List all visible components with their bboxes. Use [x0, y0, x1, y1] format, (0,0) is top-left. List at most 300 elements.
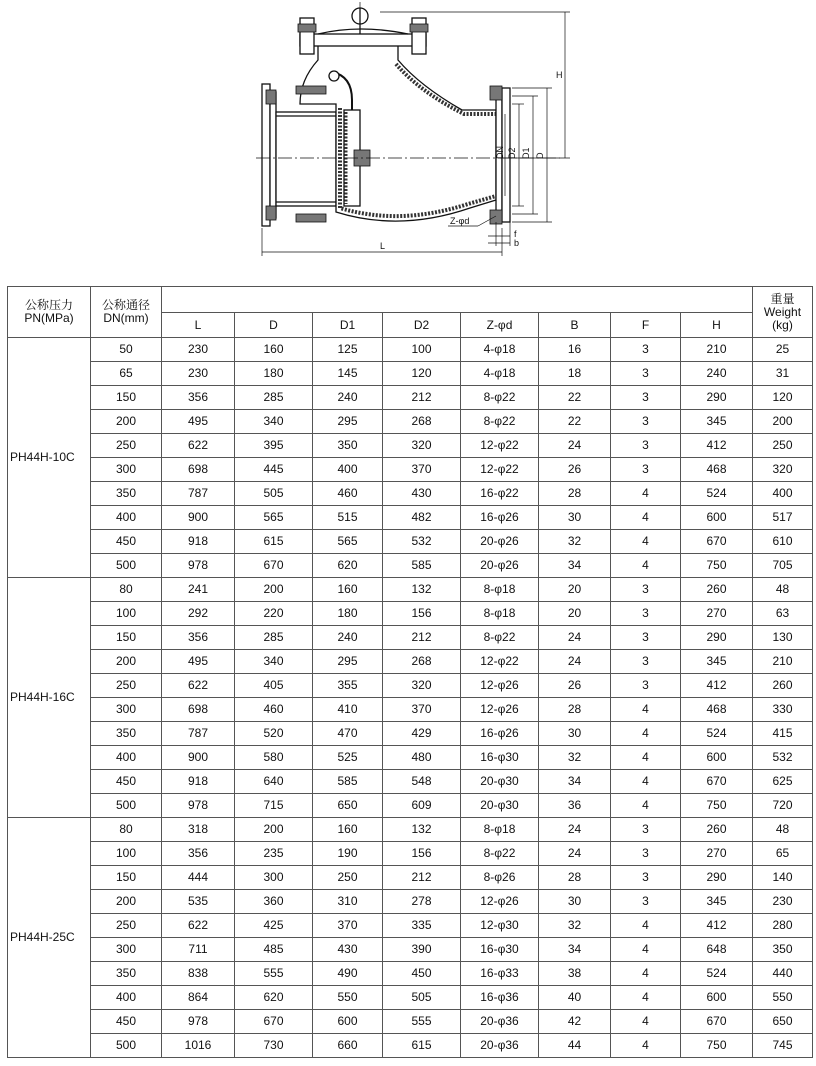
- table-cell: 330: [753, 698, 813, 722]
- table-cell: 978: [162, 794, 235, 818]
- table-cell: 900: [162, 746, 235, 770]
- table-cell: 260: [681, 578, 753, 602]
- table-cell: 500: [91, 554, 162, 578]
- table-cell: 3: [611, 578, 681, 602]
- table-cell: 900: [162, 506, 235, 530]
- table-cell: 609: [383, 794, 461, 818]
- table-cell: 240: [313, 386, 383, 410]
- table-cell: 524: [681, 482, 753, 506]
- table-row: [8, 626, 813, 650]
- table-cell: 345: [681, 650, 753, 674]
- table-cell: 200: [91, 890, 162, 914]
- table-cell: 4: [611, 698, 681, 722]
- table-cell: 625: [753, 770, 813, 794]
- table-cell: 20-φ36: [461, 1010, 539, 1034]
- table-cell: 8-φ22: [461, 386, 539, 410]
- table-cell: 600: [313, 1010, 383, 1034]
- dim-label-b: b: [514, 238, 520, 248]
- table-cell: 698: [162, 458, 235, 482]
- table-cell: 430: [313, 938, 383, 962]
- table-cell: 8-φ22: [461, 410, 539, 434]
- table-row: [8, 578, 813, 602]
- table-cell: 430: [383, 482, 461, 506]
- table-cell: 515: [313, 506, 383, 530]
- table-cell: 241: [162, 578, 235, 602]
- table-cell: 12-φ22: [461, 458, 539, 482]
- table-cell: 20-φ26: [461, 530, 539, 554]
- table-cell: 670: [235, 554, 313, 578]
- table-cell: 350: [91, 962, 162, 986]
- table-cell: 505: [383, 986, 461, 1010]
- table-cell: 705: [753, 554, 813, 578]
- table-row: [8, 554, 813, 578]
- table-cell: 210: [681, 338, 753, 362]
- table-row: [8, 962, 813, 986]
- table-row: [8, 386, 813, 410]
- table-cell: 750: [681, 794, 753, 818]
- table-row: [8, 674, 813, 698]
- table-cell: 34: [539, 770, 611, 794]
- weight-header: [753, 287, 813, 338]
- weight-header-zh: 重量: [770, 291, 795, 306]
- table-cell: 30: [539, 890, 611, 914]
- table-cell: 4: [611, 986, 681, 1010]
- table-cell: 4: [611, 554, 681, 578]
- dn-header-zh: 公称通径: [101, 298, 150, 312]
- table-cell: 468: [681, 698, 753, 722]
- table-cell: 450: [91, 770, 162, 794]
- table-cell: 460: [313, 482, 383, 506]
- table-cell: 270: [681, 602, 753, 626]
- table-row: [8, 482, 813, 506]
- table-cell: 212: [383, 386, 461, 410]
- table-cell: 400: [91, 506, 162, 530]
- table-cell: 4: [611, 914, 681, 938]
- table-cell: 3: [611, 866, 681, 890]
- table-cell: 864: [162, 986, 235, 1010]
- table-cell: 8-φ22: [461, 626, 539, 650]
- table-cell: 4: [611, 746, 681, 770]
- table-cell: 620: [235, 986, 313, 1010]
- table-cell: 500: [91, 1034, 162, 1058]
- table-cell: 80: [91, 818, 162, 842]
- table-cell: 295: [313, 410, 383, 434]
- table-cell: 600: [681, 506, 753, 530]
- dim-label-l: L: [380, 241, 386, 251]
- table-cell: 4: [611, 506, 681, 530]
- table-cell: 26: [539, 674, 611, 698]
- table-cell: 8-φ18: [461, 818, 539, 842]
- table-cell: 670: [681, 530, 753, 554]
- table-cell: 415: [753, 722, 813, 746]
- weight-header-unit: (kg): [772, 317, 793, 332]
- table-cell: 22: [539, 386, 611, 410]
- table-cell: 220: [235, 602, 313, 626]
- table-cell: 4: [611, 794, 681, 818]
- table-cell: 65: [91, 362, 162, 386]
- table-cell: 918: [162, 770, 235, 794]
- table-cell: 150: [91, 386, 162, 410]
- table-cell: 470: [313, 722, 383, 746]
- table-row: [8, 770, 813, 794]
- table-cell: 3: [611, 458, 681, 482]
- table-cell: 405: [235, 674, 313, 698]
- table-cell: 8-φ26: [461, 866, 539, 890]
- table-cell: 517: [753, 506, 813, 530]
- table-cell: 550: [753, 986, 813, 1010]
- table-cell: 16-φ22: [461, 482, 539, 506]
- table-cell: 3: [611, 386, 681, 410]
- table-cell: 32: [539, 914, 611, 938]
- table-cell: 350: [91, 722, 162, 746]
- table-cell: 150: [91, 626, 162, 650]
- table-cell: 450: [91, 530, 162, 554]
- table-cell: 285: [235, 386, 313, 410]
- table-cell: 750: [681, 1034, 753, 1058]
- table-cell: 12-φ22: [461, 650, 539, 674]
- table-cell: 450: [91, 1010, 162, 1034]
- table-cell: 28: [539, 482, 611, 506]
- table-cell: 300: [235, 866, 313, 890]
- table-cell: 4: [611, 770, 681, 794]
- table-row: [8, 794, 813, 818]
- table-cell: 650: [753, 1010, 813, 1034]
- table-cell: 565: [313, 530, 383, 554]
- table-cell: 370: [313, 914, 383, 938]
- table-cell: 670: [235, 1010, 313, 1034]
- table-cell: 370: [383, 698, 461, 722]
- table-cell: 320: [383, 434, 461, 458]
- table-cell: 34: [539, 554, 611, 578]
- table-cell: 3: [611, 602, 681, 626]
- table-cell: 585: [383, 554, 461, 578]
- table-cell: 38: [539, 962, 611, 986]
- table-cell: 650: [313, 794, 383, 818]
- table-cell: 200: [91, 650, 162, 674]
- table-cell: 610: [753, 530, 813, 554]
- table-cell: 20: [539, 602, 611, 626]
- table-row: [8, 458, 813, 482]
- table-cell: 250: [91, 914, 162, 938]
- table-cell: 24: [539, 842, 611, 866]
- table-cell: 4: [611, 1034, 681, 1058]
- table-cell: 268: [383, 650, 461, 674]
- table-cell: 212: [383, 866, 461, 890]
- table-cell: 250: [91, 674, 162, 698]
- table-row: [8, 1010, 813, 1034]
- table-cell: 200: [753, 410, 813, 434]
- column-header: H: [681, 313, 753, 338]
- table-cell: 200: [235, 578, 313, 602]
- table-cell: 18: [539, 362, 611, 386]
- table-cell: 3: [611, 434, 681, 458]
- table-cell: 12-φ26: [461, 698, 539, 722]
- table-cell: 120: [383, 362, 461, 386]
- table-cell: 16-φ36: [461, 986, 539, 1010]
- table-cell: 24: [539, 626, 611, 650]
- table-cell: 480: [383, 746, 461, 770]
- table-cell: 335: [383, 914, 461, 938]
- table-cell: 120: [753, 386, 813, 410]
- table-cell: 31: [753, 362, 813, 386]
- table-cell: 3: [611, 674, 681, 698]
- dn-header: [91, 287, 162, 338]
- table-cell: 250: [313, 866, 383, 890]
- table-cell: 787: [162, 722, 235, 746]
- table-cell: 50: [91, 338, 162, 362]
- pn-header: [8, 287, 91, 338]
- table-cell: 4-φ18: [461, 338, 539, 362]
- table-row: [8, 986, 813, 1010]
- table-cell: 482: [383, 506, 461, 530]
- table-cell: 524: [681, 722, 753, 746]
- table-cell: 670: [681, 1010, 753, 1034]
- table-cell: 48: [753, 818, 813, 842]
- table-cell: 495: [162, 650, 235, 674]
- table-cell: 156: [383, 842, 461, 866]
- table-cell: 65: [753, 842, 813, 866]
- dim-label-h: H: [556, 70, 563, 80]
- table-cell: 4: [611, 722, 681, 746]
- column-header: F: [611, 313, 681, 338]
- table-cell: 200: [235, 818, 313, 842]
- table-cell: 32: [539, 530, 611, 554]
- table-cell: 318: [162, 818, 235, 842]
- table-cell: 670: [681, 770, 753, 794]
- table-row: [8, 842, 813, 866]
- table-cell: 918: [162, 530, 235, 554]
- table-row: [8, 434, 813, 458]
- table-cell: 640: [235, 770, 313, 794]
- dimensions-header-blank: [162, 287, 753, 313]
- table-cell: 160: [313, 818, 383, 842]
- table-cell: 585: [313, 770, 383, 794]
- table-cell: 1016: [162, 1034, 235, 1058]
- table-cell: 16-φ30: [461, 746, 539, 770]
- table-cell: 20-φ30: [461, 794, 539, 818]
- table-cell: 600: [681, 746, 753, 770]
- table-cell: 3: [611, 410, 681, 434]
- table-cell: 16-φ26: [461, 506, 539, 530]
- table-cell: 36: [539, 794, 611, 818]
- table-cell: 28: [539, 698, 611, 722]
- table-cell: 310: [313, 890, 383, 914]
- table-cell: 24: [539, 650, 611, 674]
- table-cell: 250: [753, 434, 813, 458]
- model-cell: PH44H-10C: [8, 338, 91, 578]
- table-cell: 787: [162, 482, 235, 506]
- table-cell: 180: [235, 362, 313, 386]
- table-cell: 145: [313, 362, 383, 386]
- table-cell: 30: [539, 506, 611, 530]
- table-cell: 4: [611, 962, 681, 986]
- table-row: [8, 698, 813, 722]
- table-row: [8, 650, 813, 674]
- table-cell: 400: [753, 482, 813, 506]
- table-cell: 235: [235, 842, 313, 866]
- table-cell: 230: [753, 890, 813, 914]
- table-cell: 16-φ26: [461, 722, 539, 746]
- table-row: [8, 602, 813, 626]
- table-cell: 180: [313, 602, 383, 626]
- table-cell: 210: [753, 650, 813, 674]
- table-cell: 130: [753, 626, 813, 650]
- table-cell: 390: [383, 938, 461, 962]
- table-cell: 4: [611, 938, 681, 962]
- table-cell: 400: [313, 458, 383, 482]
- table-cell: 300: [91, 698, 162, 722]
- weight-header-en: Weight: [763, 304, 802, 319]
- table-cell: 356: [162, 386, 235, 410]
- table-cell: 290: [681, 626, 753, 650]
- table-cell: 125: [313, 338, 383, 362]
- table-cell: 548: [383, 770, 461, 794]
- pn-header-en: PN(MPa): [24, 311, 74, 325]
- table-cell: 100: [91, 602, 162, 626]
- table-cell: 660: [313, 1034, 383, 1058]
- table-cell: 140: [753, 866, 813, 890]
- table-cell: 445: [235, 458, 313, 482]
- table-cell: 615: [235, 530, 313, 554]
- table-cell: 42: [539, 1010, 611, 1034]
- table-cell: 370: [383, 458, 461, 482]
- table-cell: 4: [611, 482, 681, 506]
- table-cell: 290: [681, 866, 753, 890]
- table-cell: 429: [383, 722, 461, 746]
- dim-label-f: f: [514, 229, 517, 239]
- table-cell: 320: [383, 674, 461, 698]
- dim-label-dn: DN: [495, 146, 505, 159]
- table-cell: 250: [91, 434, 162, 458]
- table-cell: 268: [383, 410, 461, 434]
- dim-label-d1: D1: [521, 147, 531, 159]
- dim-label-d2: D2: [507, 147, 517, 159]
- table-cell: 230: [162, 338, 235, 362]
- table-row: [8, 938, 813, 962]
- table-cell: 300: [91, 938, 162, 962]
- table-cell: 648: [681, 938, 753, 962]
- table-cell: 3: [611, 818, 681, 842]
- table-cell: 555: [235, 962, 313, 986]
- table-cell: 745: [753, 1034, 813, 1058]
- table-cell: 532: [753, 746, 813, 770]
- table-cell: 350: [91, 482, 162, 506]
- pn-header-zh: 公称压力: [24, 298, 73, 312]
- table-cell: 711: [162, 938, 235, 962]
- table-cell: 444: [162, 866, 235, 890]
- table-cell: 400: [91, 986, 162, 1010]
- table-cell: 350: [753, 938, 813, 962]
- table-cell: 356: [162, 626, 235, 650]
- table-cell: 24: [539, 434, 611, 458]
- table-cell: 550: [313, 986, 383, 1010]
- table-cell: 750: [681, 554, 753, 578]
- table-cell: 34: [539, 938, 611, 962]
- table-cell: 3: [611, 338, 681, 362]
- table-cell: 838: [162, 962, 235, 986]
- table-cell: 190: [313, 842, 383, 866]
- column-header: D2: [383, 313, 461, 338]
- table-cell: 16-φ30: [461, 938, 539, 962]
- table-row: [8, 722, 813, 746]
- table-cell: 535: [162, 890, 235, 914]
- table-cell: 8-φ22: [461, 842, 539, 866]
- table-cell: 290: [681, 386, 753, 410]
- table-cell: 28: [539, 866, 611, 890]
- column-header: D1: [313, 313, 383, 338]
- model-cell: PH44H-25C: [8, 818, 91, 1058]
- table-cell: 30: [539, 722, 611, 746]
- table-cell: 395: [235, 434, 313, 458]
- table-cell: 270: [681, 842, 753, 866]
- table-cell: 12-φ30: [461, 914, 539, 938]
- table-cell: 16-φ33: [461, 962, 539, 986]
- table-cell: 63: [753, 602, 813, 626]
- table-cell: 320: [753, 458, 813, 482]
- model-cell: PH44H-16C: [8, 578, 91, 818]
- table-cell: 20-φ36: [461, 1034, 539, 1058]
- table-cell: 520: [235, 722, 313, 746]
- table-row: [8, 362, 813, 386]
- table-cell: 410: [313, 698, 383, 722]
- table-cell: 100: [383, 338, 461, 362]
- table-cell: 425: [235, 914, 313, 938]
- table-cell: 22: [539, 410, 611, 434]
- table-cell: 278: [383, 890, 461, 914]
- valve-spec-table: [7, 286, 813, 1058]
- table-cell: 25: [753, 338, 813, 362]
- table-cell: 622: [162, 914, 235, 938]
- table-cell: 295: [313, 650, 383, 674]
- table-cell: 524: [681, 962, 753, 986]
- table-cell: 132: [383, 818, 461, 842]
- table-cell: 20-φ30: [461, 770, 539, 794]
- table-cell: 622: [162, 674, 235, 698]
- table-cell: 292: [162, 602, 235, 626]
- table-cell: 300: [91, 458, 162, 482]
- table-cell: 32: [539, 746, 611, 770]
- table-cell: 978: [162, 554, 235, 578]
- table-cell: 80: [91, 578, 162, 602]
- table-cell: 12-φ26: [461, 890, 539, 914]
- table-cell: 565: [235, 506, 313, 530]
- table-cell: 600: [681, 986, 753, 1010]
- table-cell: 485: [235, 938, 313, 962]
- table-cell: 350: [313, 434, 383, 458]
- table-cell: 160: [313, 578, 383, 602]
- table-cell: 500: [91, 794, 162, 818]
- dim-label-z-d: Z-φd: [450, 216, 470, 226]
- table-cell: 360: [235, 890, 313, 914]
- table-cell: 26: [539, 458, 611, 482]
- table-cell: 525: [313, 746, 383, 770]
- table-cell: 505: [235, 482, 313, 506]
- table-cell: 150: [91, 866, 162, 890]
- table-cell: 345: [681, 890, 753, 914]
- table-cell: 20-φ26: [461, 554, 539, 578]
- table-cell: 356: [162, 842, 235, 866]
- table-cell: 720: [753, 794, 813, 818]
- table-cell: 412: [681, 674, 753, 698]
- table-cell: 3: [611, 842, 681, 866]
- table-cell: 412: [681, 914, 753, 938]
- table-cell: 24: [539, 818, 611, 842]
- table-cell: 132: [383, 578, 461, 602]
- table-cell: 715: [235, 794, 313, 818]
- table-cell: 698: [162, 698, 235, 722]
- table-row: [8, 890, 813, 914]
- column-header: Z-φd: [461, 313, 539, 338]
